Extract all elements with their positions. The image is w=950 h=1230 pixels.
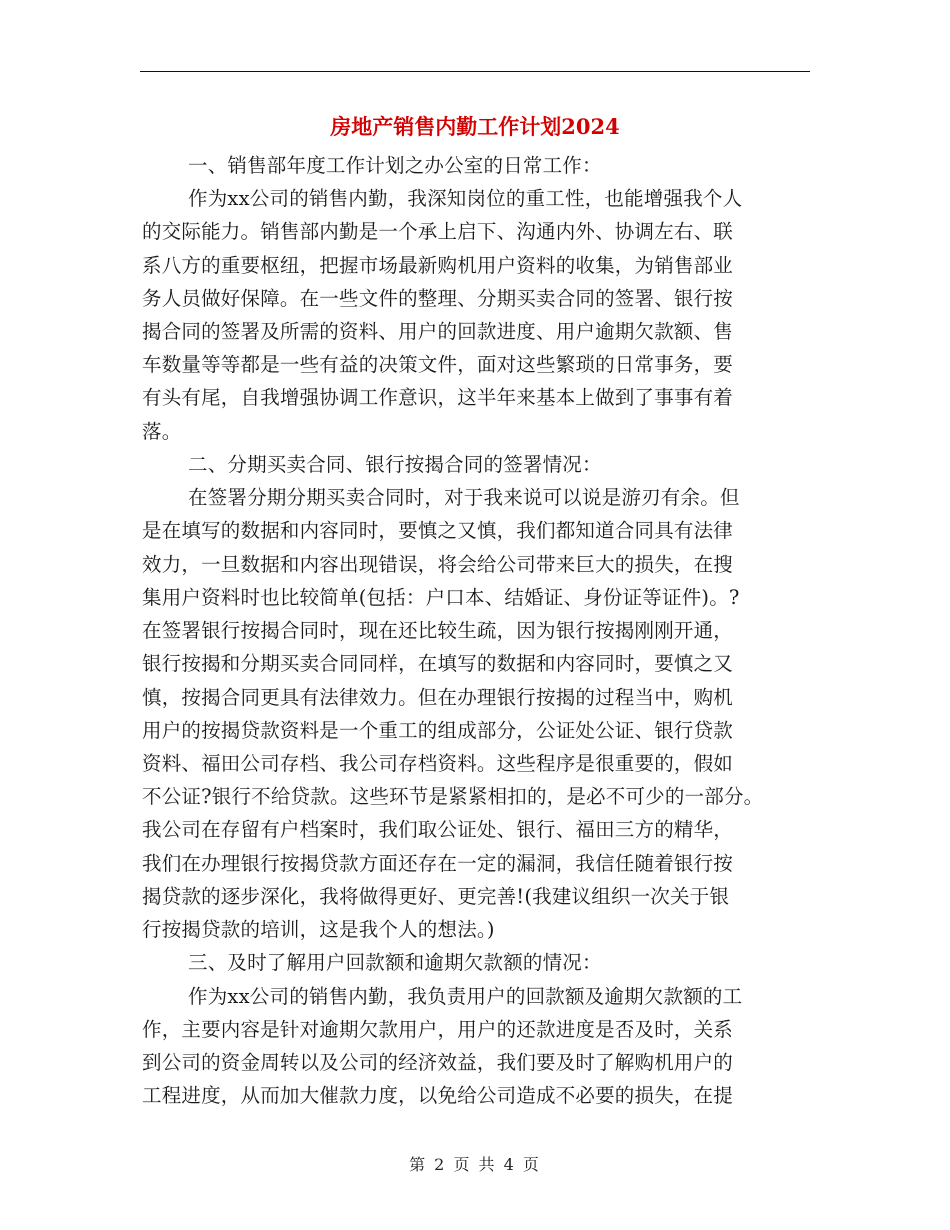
body-line: 我们在办理银行按揭贷款方面还存在一定的漏洞，我信任随着银行按 [142, 852, 734, 875]
header-rule [140, 71, 810, 72]
body-line: 不公证?银行不给贷款。这些环节是紧紧相扣的，是必不可少的一部分。 [142, 785, 764, 808]
body-line: 有头有尾，自我增强协调工作意识，这半年来基本上做到了事事有着 [142, 386, 734, 409]
section-heading-2: 二、分期买卖合同、银行按揭合同的签署情况： [188, 453, 602, 476]
body-line: 车数量等等都是一些有益的决策文件，面对这些繁琐的日常事务，要 [142, 353, 734, 376]
body-line: 慎，按揭合同更具有法律效力。但在办理银行按揭的过程当中，购机 [142, 686, 734, 709]
section-heading-3: 三、及时了解用户回款额和逾期欠款额的情况： [188, 951, 602, 974]
section-heading-1: 一、销售部年度工作计划之办公室的日常工作： [188, 154, 602, 177]
body-line: 务人员做好保障。在一些文件的整理、分期买卖合同的签署、银行按 [142, 287, 734, 310]
body-line: 是在填写的数据和内容同时，要慎之又慎，我们都知道合同具有法律 [142, 519, 734, 542]
body-line: 的交际能力。销售部内勤是一个承上启下、沟通内外、协调左右、联 [142, 220, 734, 243]
body-line: 资料、福田公司存档、我公司存档资料。这些程序是很重要的，假如 [142, 752, 734, 775]
body-line: 作，主要内容是针对逾期欠款用户，用户的还款进度是否及时，关系 [142, 1018, 734, 1041]
body-line: 用户的按揭贷款资料是一个重工的组成部分，公证处公证、银行贷款 [142, 719, 734, 742]
body-line: 到公司的资金周转以及公司的经济效益，我们要及时了解购机用户的 [142, 1051, 734, 1074]
body-line: 在签署银行按揭合同时，现在还比较生疏，因为银行按揭刚刚开通， [142, 619, 734, 642]
page-number: 第 2 页 共 4 页 [409, 1155, 541, 1174]
body-line: 银行按揭和分期买卖合同同样，在填写的数据和内容同时，要慎之又 [142, 652, 734, 675]
body-line: 揭合同的签署及所需的资料、用户的回款进度、用户逾期欠款额、售 [142, 320, 734, 343]
body-line: 我公司在存留有户档案时，我们取公证处、银行、福田三方的精华， [142, 818, 734, 841]
body-line: 落。 [142, 420, 182, 443]
body-line: 揭贷款的逐步深化，我将做得更好、更完善!(我建议组织一次关于银 [142, 885, 730, 908]
body-line: 工程进度，从而加大催款力度，以免给公司造成不必要的损失，在提 [142, 1084, 734, 1107]
body-line: 作为xx公司的销售内勤，我负责用户的回款额及逾期欠款额的工 [188, 985, 743, 1008]
body-line: 作为xx公司的销售内勤，我深知岗位的重工性，也能增强我个人 [188, 187, 743, 210]
body-line: 效力，一旦数据和内容出现错误，将会给公司带来巨大的损失，在搜 [142, 553, 734, 576]
body-line: 在签署分期分期买卖合同时，对于我来说可以说是游刃有余。但 [188, 486, 740, 509]
body-line: 集用户资料时也比较简单(包括：户口本、结婚证、身份证等证件)。? [142, 586, 740, 609]
body-line: 系八方的重要枢纽，把握市场最新购机用户资料的收集，为销售部业 [142, 254, 734, 277]
body-line: 行按揭贷款的培训，这是我个人的想法。) [142, 918, 495, 941]
document-title: 房地产销售内勤工作计划2024 [330, 114, 620, 139]
